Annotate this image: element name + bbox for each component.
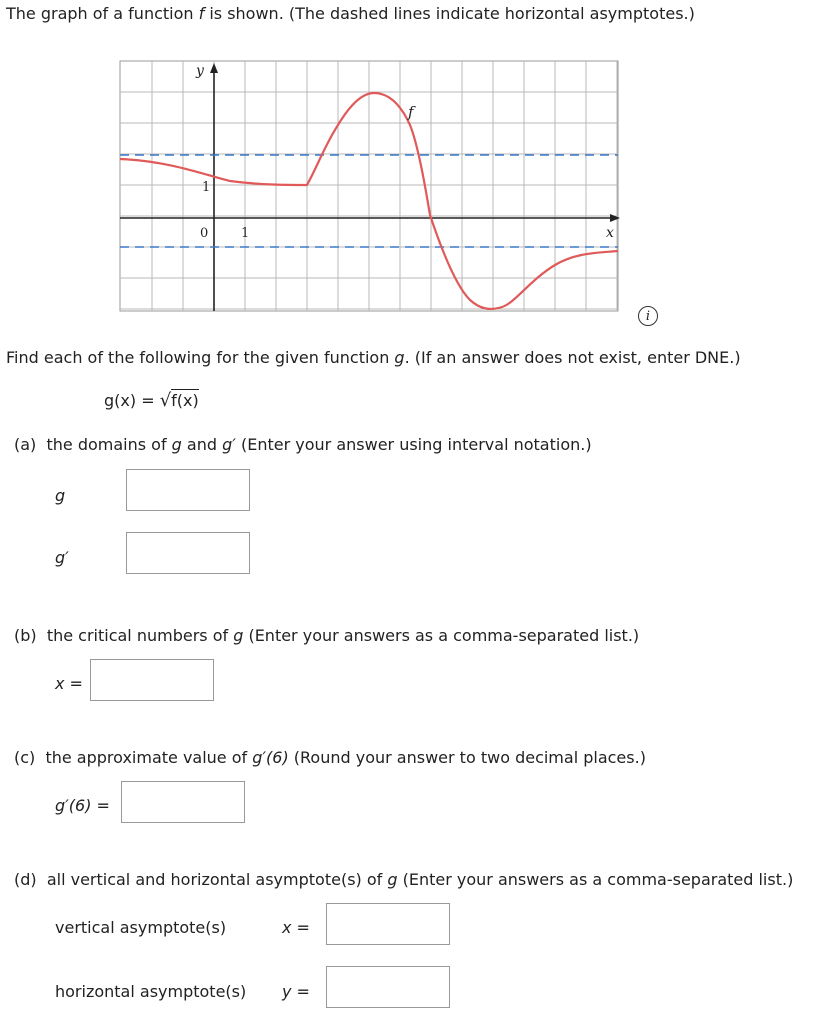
critical-numbers-label: x = — [55, 674, 83, 693]
info-icon[interactable]: i — [638, 306, 658, 326]
horizontal-asymptote-var: y = — [282, 982, 310, 1001]
sqrt-sign: √ — [159, 390, 172, 411]
y-tick-label: 1 — [202, 180, 211, 195]
vertical-asymptote-var: x = — [282, 918, 310, 937]
y-axis-label: y — [196, 63, 204, 79]
function-graph — [110, 55, 622, 315]
domain-g-prime-input[interactable] — [126, 532, 250, 574]
instructions: Find each of the following for the given function g. (If an answer does not exist, enter DNE.) — [6, 348, 741, 367]
critical-numbers-input[interactable] — [90, 659, 214, 701]
part-d-prompt: (d) all vertical and horizontal asymptote(s) of g (Enter your answers as a comma-separated list.) — [14, 870, 794, 889]
problem-intro: The graph of a function f is shown. (The dashed lines indicate horizontal asymptotes.) — [6, 4, 695, 23]
function-definition: g(x) = √f(x) — [104, 390, 199, 411]
part-a-prompt: (a) the domains of g and g′ (Enter your answer using interval notation.) — [14, 435, 592, 454]
domain-g-label: g — [55, 486, 66, 505]
domain-g-prime-label: g′ — [55, 548, 69, 567]
x-axis-label: x — [606, 225, 614, 241]
curve-label: f — [408, 103, 414, 121]
domain-g-input[interactable] — [126, 469, 250, 511]
vertical-asymptote-input[interactable] — [326, 903, 450, 945]
part-b-prompt: (b) the critical numbers of g (Enter your answers as a comma-separated list.) — [14, 626, 640, 645]
x-tick-label: 1 — [241, 226, 250, 241]
f-symbol: f — [198, 4, 205, 23]
vertical-asymptote-label: vertical asymptote(s) — [55, 918, 227, 937]
horizontal-asymptote-input[interactable] — [326, 966, 450, 1008]
horizontal-asymptote-label: horizontal asymptote(s) — [55, 982, 247, 1001]
part-c-prompt: (c) the approximate value of g′(6) (Round your answer to two decimal places.) — [14, 748, 646, 767]
origin-label: 0 — [200, 226, 209, 241]
g-prime-6-label: g′(6) = — [55, 796, 110, 815]
g-prime-6-input[interactable] — [121, 781, 245, 823]
